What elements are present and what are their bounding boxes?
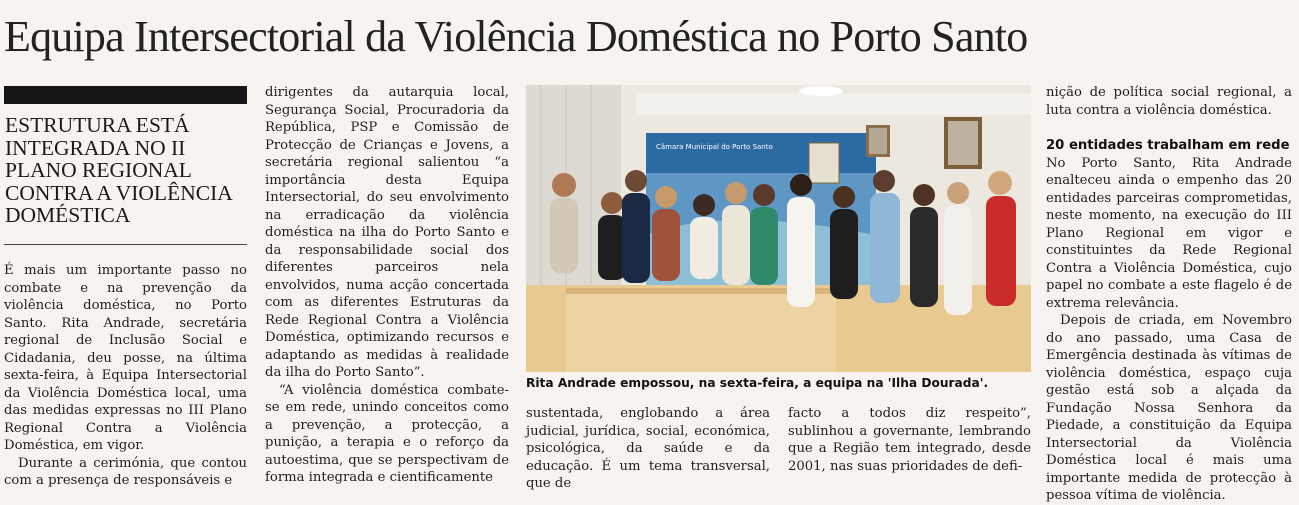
photo-caption: Rita Andrade empossou, na sexta-feira, a equipa na 'Ilha Dourada'. (526, 376, 989, 390)
paragraph: sustentada, englobando a área judicial, jurídica, social, económica, psicológica, da saúde e da educação. É um tema transversal, que de (526, 406, 770, 491)
kicker-bar (4, 86, 247, 104)
section-subheading: 20 entidades trabalham em rede (1046, 138, 1290, 153)
paragraph: Durante a cerimónia, que contou com a presença de responsáveis e (4, 455, 247, 488)
paragraph: facto a todos diz respeito”, sublinhou a governante, lembrando que a Região tem integrado, desde 2001, nas suas prioridades de defi- (788, 406, 1031, 474)
article-photo (526, 85, 1031, 372)
banner-text: Câmara Municipal do Porto Santo (656, 143, 773, 151)
paragraph: É mais um importante passo no combate e na prevenção da violência doméstica, no Porto Santo. Rita Andrade, secretária regional de Inclusão Social e Cidadania, deu posse, na última sexta-feira, à Equipa Intersectorial da Violência Doméstica local, uma das medidas expressas no III Plano Regional Contra a Violência Doméstica, em vigor. (4, 263, 247, 453)
kicker: ESTRUTURA ESTÁ INTEGRADA NO II PLANO REGIONAL CONTRA A VIOLÊNCIA DOMÉSTICA (5, 113, 232, 227)
article-column-1 (4, 262, 247, 490)
paragraph: “A violência doméstica combate-se em rede, unindo conceitos como a prevenção, a protecção, a punição, a terapia e o reforço da autoestima, que se perspectivam de forma integrada e cientificamente (265, 382, 509, 485)
article-column-4 (788, 405, 1031, 475)
article-column-5 (1046, 84, 1292, 505)
kicker-rule (4, 244, 247, 245)
article-column-3 (526, 405, 770, 493)
paragraph: Depois de criada, em Novembro do ano passado, uma Casa de Emergência destinada às vítimas de violência doméstica, espaço cuja gestão está sob a alçada da Fundação Nossa Senhora da Piedade, a constituição da Equipa Intersectorial da Violência Doméstica local é mais uma importante medida de protecção à pessoa vítima de violência. (1046, 313, 1292, 503)
paragraph: dirigentes da autarquia local, Segurança Social, Procuradoria da República, PSP e Comissão de Protecção de Crianças e Jovens, a secretária regional salientou “a importância desta Equipa Intersectorial, do seu envolvimento na erradicação da violência doméstica na ilha do Porto Santo e da responsabilidade social dos diferentes parceiros nela envolvidos, numa acção concertada com as diferentes Estruturas da Rede Regional Contra a Violência Doméstica, optimizando recursos e adaptando as medidas à realidade da ilha do Porto Santo”. (265, 85, 509, 380)
paragraph: No Porto Santo, Rita Andrade enalteceu ainda o empenho das 20 entidades parceiras comprometidas, neste momento, na execução do III Plano Regional em vigor e constituintes da Rede Regional Contra a Violência Doméstica, cujo papel no combate a este flagelo é de extrema relevância. (1046, 155, 1292, 311)
article-column-2 (265, 84, 509, 487)
headline: Equipa Intersectorial da Violência Doméstica no Porto Santo (4, 12, 1028, 61)
paragraph: nição de política social regional, a luta contra a violência doméstica. (1046, 85, 1292, 118)
group-photo-illustration (526, 85, 1031, 372)
